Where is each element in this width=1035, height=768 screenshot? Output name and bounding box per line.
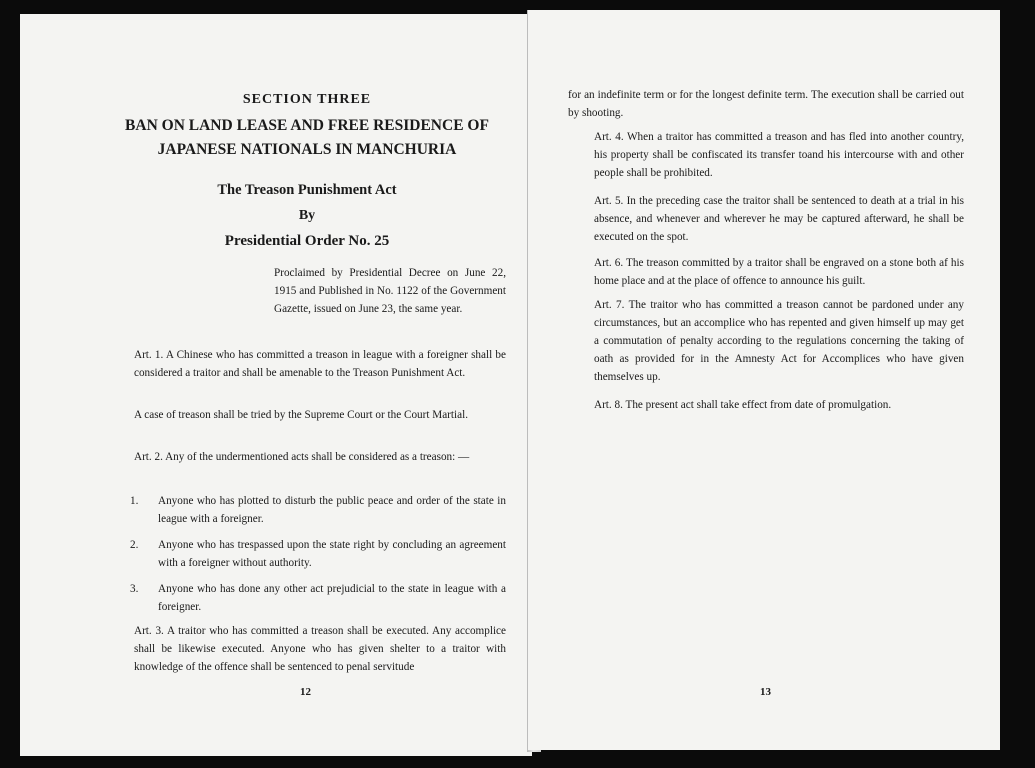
- article-3-continued: for an indefinite term or for the longest definite term. The execution shall be carried out by shooting.: [568, 89, 964, 119]
- chapter-title-line-2: JAPANESE NATIONALS IN MANCHURIA: [157, 141, 457, 158]
- right-page: [528, 10, 1000, 750]
- left-page: SECTION THREE BAN ON LAND LEASE AND FREE RESIDENCE OF JAPANESE NATIONALS IN MANCHURIA The Treason Punishment Act By Presidential Order No. 25 Proclaimed by Presidential Decree on June 22, 1915 and Published in No. 1122 of the Government Gazette, issued on June 23, the same year. Art. 1. A Chinese who has committed a treason in league with a foreigner shall be considered a traitor and shall be amenable to the Treason Punishment Act. A case of treason shall be tried by the Supreme Court or the Court Martial. Art. 2. Any of the undermentioned acts shall be considered as a treason: — 1. Anyone who has plotted to disturb the public peace and order of the state in league with a foreigner. 2. Anyone who has trespassed upon the state right by concluding an agreement with a foreigner without authority. 3. Anyone who has done any other act prejudicial to the state in league with a foreigner. Art. 3. A traitor who has committed a treason shall be executed. Any accomplice shall be likewise executed. Anyone who has given shelter to a traitor with knowledge of the offence shall be sentenced to penal servitude 12: [20, 14, 532, 756]
- chapter-title-line-1: BAN ON LAND LEASE AND FREE RESIDENCE OF: [125, 117, 489, 134]
- article-4: Art. 4. When a traitor has committed a treason and has fled into another country, his property shall be confiscated its transfer toand his intercourse with and other people shall be prohibited.: [594, 131, 964, 179]
- article-6: Art. 6. The treason committed by a traitor shall be engraved on a stone both af his home place and at the place of offence to announce his guilt.: [594, 257, 964, 287]
- article-2: Art. 2. Any of the undermentioned acts shall be considered as a treason: —: [134, 451, 470, 463]
- section-heading: SECTION THREE: [242, 92, 372, 107]
- act-title: The Treason Punishment Act: [217, 182, 397, 198]
- article-5: Art. 5. In the preceding case the traitor shall be sentenced to death at a trial in his absence, and whenever and wherever he may be captured afterward, he shall be executed on the spot.: [594, 195, 964, 243]
- page-number: 13: [760, 686, 771, 698]
- order-title: Presidential Order No. 25: [224, 233, 390, 249]
- chapter-title: [108, 114, 506, 162]
- article-7: Art. 7. The traitor who has committed a treason cannot be pardoned under any circumstances, but an accomplice who has repented and given himself up may get a commutation of penalty according to the regulations concerning the taking of oath as provided for in the Amnesty Act for Accomplices who have given themselves up.: [594, 299, 964, 383]
- proclamation-note: Proclaimed by Presidential Decree on June 22, 1915 and Published in No. 1122 of the Government Gazette, issued on June 23, the same year.: [274, 267, 506, 315]
- by-label: By: [298, 208, 316, 223]
- article-1-clause-2: A case of treason shall be tried by the Supreme Court or the Court Martial.: [134, 409, 468, 421]
- page-number: 12: [300, 686, 311, 698]
- article-8: Art. 8. The present act shall take effect from date of promulgation.: [594, 399, 892, 411]
- article-1: Art. 1. A Chinese who has committed a treason in league with a foreigner shall be considered a traitor and shall be amenable to the Treason Punishment Act.: [134, 349, 506, 379]
- article-3: Art. 3. A traitor who has committed a treason shall be executed. Any accomplice shall be likewise executed. Anyone who has given shelter to a traitor with knowledge of the offence shall be sentenced to penal servitude: [134, 625, 506, 673]
